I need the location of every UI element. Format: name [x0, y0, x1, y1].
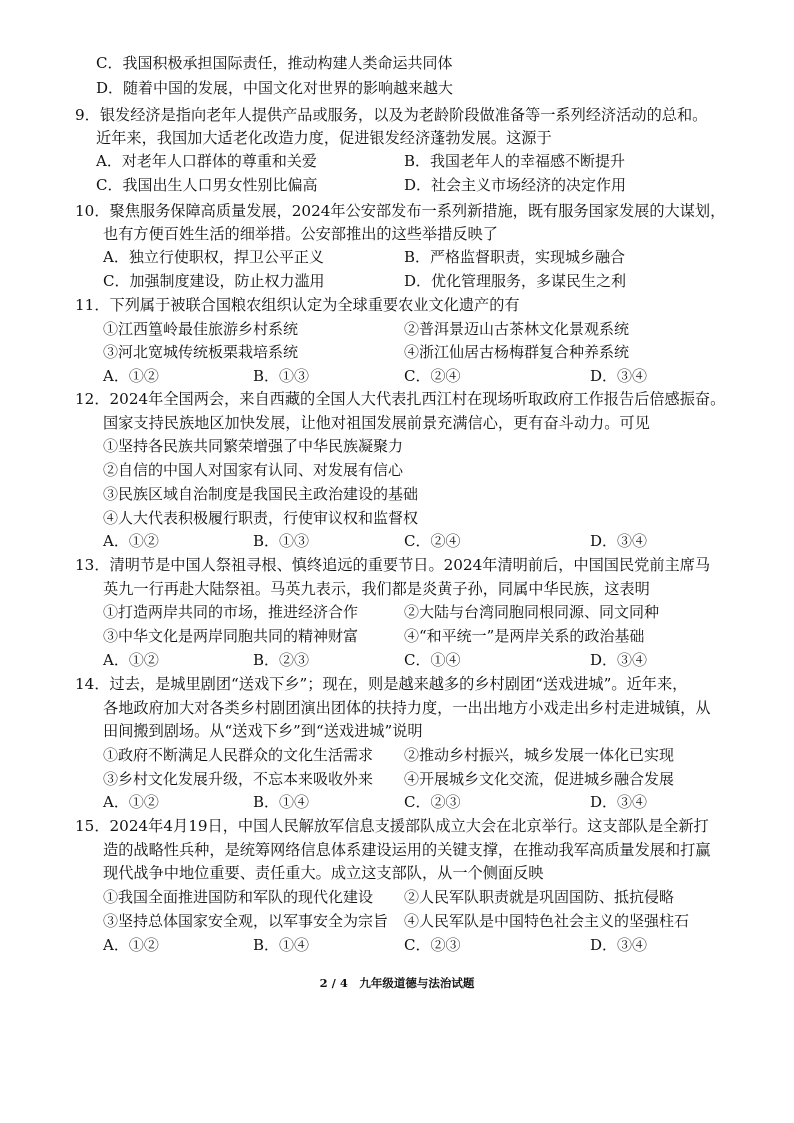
q13-statement-1: ①打造两岸共同的市场，推进经济合作 — [103, 603, 359, 621]
q15-statement-3: ③坚持总体国家安全观，以军事安全为宗旨 — [103, 912, 389, 930]
q15-option-c[interactable]: C．②③ — [404, 936, 461, 954]
q12-option-c[interactable]: C．②④ — [404, 532, 461, 550]
q14-statement-1: ①政府不断满足人民群众的文化生活需求 — [103, 746, 374, 764]
q12-statement-2: ②自信的中国人对国家有认同、对发展有信心 — [103, 461, 404, 479]
q8-option-c: C．我国积极承担国际责任，推动构建人类命运共同体 — [96, 54, 453, 72]
q10-option-d[interactable]: D．优化管理服务，多谋民生之利 — [404, 272, 627, 290]
q12-option-a[interactable]: A．①② — [103, 532, 159, 550]
q13-statement-4: ④“和平统一”是两岸关系的政治基础 — [404, 627, 645, 645]
q12-statement-1: ①坚持各民族共同繁荣增强了中华民族凝聚力 — [103, 437, 404, 455]
q15-statement-2: ②人民军队职责就是巩固国防、抵抗侵略 — [404, 888, 675, 906]
q12-option-b[interactable]: B．①③ — [253, 532, 310, 550]
q11-statement-2: ②普洱景迈山古茶林文化景观系统 — [404, 320, 630, 338]
q10-option-a[interactable]: A．独立行使职权，捍卫公平正义 — [103, 248, 324, 266]
q9-option-d[interactable]: D．社会主义市场经济的决定作用 — [404, 176, 627, 194]
q10-option-c[interactable]: C．加强制度建设，防止权力滥用 — [103, 272, 325, 290]
q11-option-a[interactable]: A．①② — [103, 367, 159, 385]
q9-option-b[interactable]: B．我国老年人的幸福感不断提升 — [404, 152, 626, 170]
q10-option-b[interactable]: B．严格监督职责，实现城乡融合 — [404, 248, 626, 266]
q11-option-b[interactable]: B．①③ — [253, 367, 310, 385]
q15-option-a[interactable]: A．①② — [103, 936, 159, 954]
q11-statement-4: ④浙江仙居古杨梅群复合种养系统 — [404, 343, 630, 361]
q14-option-d[interactable]: D．③④ — [590, 793, 648, 811]
q14-statement-4: ④开展城乡文化交流，促进城乡融合发展 — [404, 770, 675, 788]
q15-option-d[interactable]: D．③④ — [590, 936, 648, 954]
q14-option-a[interactable]: A．①② — [103, 793, 159, 811]
q14-statement-3: ③乡村文化发展升级，不忘本来吸收外来 — [103, 770, 374, 788]
q13-option-c[interactable]: C．①④ — [404, 651, 461, 669]
q8-option-d: D．随着中国的发展，中国文化对世界的影响越来越大 — [96, 79, 454, 97]
q13-option-d[interactable]: D．③④ — [590, 651, 648, 669]
q9-option-c[interactable]: C．我国出生人口男女性别比偏高 — [96, 176, 318, 194]
q14-option-b[interactable]: B．①④ — [253, 793, 310, 811]
q11-statement-3: ③河北宽城传统板栗栽培系统 — [103, 343, 299, 361]
q9-option-a[interactable]: A．对老年人口群体的尊重和关爱 — [96, 152, 317, 170]
q12-statement-3: ③民族区域自治制度是我国民主政治建设的基础 — [103, 485, 419, 503]
q13-statement-3: ③中华文化是两岸同胞共同的精神财富 — [103, 627, 359, 645]
q14-option-c[interactable]: C．②③ — [404, 793, 461, 811]
q12-option-d[interactable]: D．③④ — [590, 532, 648, 550]
q11-option-c[interactable]: C．②④ — [404, 367, 461, 385]
q13-statement-2: ②大陆与台湾同胞同根同源、同文同种 — [404, 603, 660, 621]
q13-option-a[interactable]: A．①② — [103, 651, 159, 669]
q11-statement-1: ①江西篁岭最佳旅游乡村系统 — [103, 320, 299, 338]
q14-statement-2: ②推动乡村振兴，城乡发展一体化已实现 — [404, 746, 675, 764]
q13-option-b[interactable]: B．②③ — [253, 651, 310, 669]
q12-statement-4: ④人大代表积极履行职责，行使审议权和监督权 — [103, 509, 419, 527]
q15-statement-4: ④人民军队是中国特色社会主义的坚强柱石 — [404, 912, 690, 930]
q11-option-d[interactable]: D．③④ — [590, 367, 648, 385]
q15-statement-1: ①我国全面推进国防和军队的现代化建设 — [103, 888, 374, 906]
q15-option-b[interactable]: B．①④ — [253, 936, 310, 954]
page-footer: 2 / 4 九年级道德与法治试题 — [319, 976, 475, 990]
